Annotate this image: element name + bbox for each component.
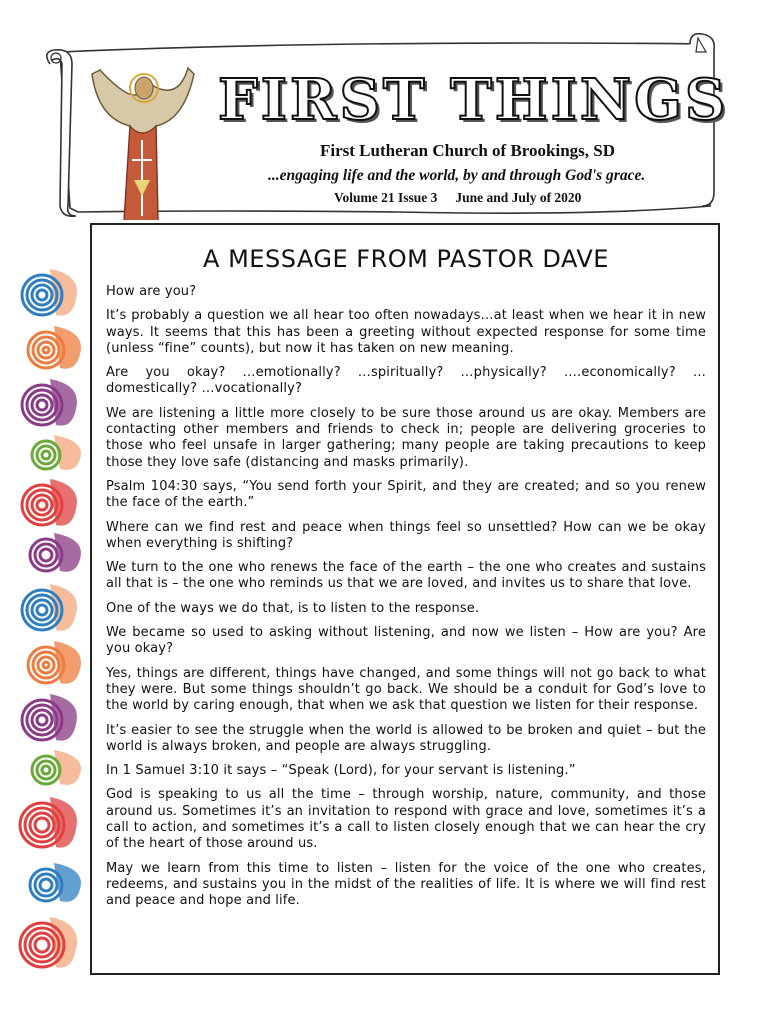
article-paragraph: Psalm 104:30 says, “You send forth your Spirit, and they are created; and so you renew the face of the earth.” [106,478,706,511]
masthead-title: FIRST THINGS [218,67,729,133]
article-paragraph: Yes, things are different, things have changed, and some things will not go back to what they were. But some things shouldn’t go back. We should be a conduit for God’s love to the world by caring enough, that when we ask that question we listen for their response. [106,665,706,714]
decorative-spiral-border [18,255,88,995]
pastor-message-article [90,223,720,975]
article-paragraph: One of the ways we do that, is to listen to the response. [106,600,480,616]
article-paragraph: We are listening a little more closely to be sure those around us are okay. Members are contacting other members and friends to check in; people are delivering groceries to those who feel unsafe in larger gathering; many people are taking precautions to keep those they love safe (distancing and masks primarily). [106,405,706,470]
article-paragraph: Where can we find rest and peace when things feel so unsettled? How can we be okay when everything is shifting? [106,519,706,551]
article-paragraph: We turn to the one who renews the face of the earth – the one who creates and sustains all that is – the one who reminds us that we are loved, and invites us to share that love. [106,560,706,592]
article-paragraph: It’s easier to see the struggle when the world is allowed to be broken and quiet – but the world is always broken, and people are always struggling. [106,722,706,754]
article-paragraph: Are you okay? …emotionally? …spiritually? …physically? ….economically? …domestically? …vocationally? [106,365,706,397]
volume-issue: Volume 21 Issue 3 [334,190,438,205]
article-paragraph: God is speaking to us all the time – through worship, nature, community, and those around us. Sometimes it’s an invitation to respond with grace and love, sometimes it’s a call to action, and sometimes it’s a call to listen closely enough that we can hear the cry of the heart of those around us. [106,787,706,852]
church-name: First Lutheran Church of Brookings, SD [320,141,616,160]
issue-line [334,190,581,206]
article-body [106,284,706,910]
article-title: A MESSAGE FROM PASTOR DAVE [203,245,609,273]
masthead-banner [38,30,728,220]
article-paragraph: We became so used to asking without listening, and now we listen – How are you? Are you okay? [106,625,706,657]
issue-date: June and July of 2020 [455,190,582,205]
spiral-ornament-icon [20,269,81,968]
article-paragraph: May we learn from this time to listen – listen for the voice of the one who creates, redeems, and sustains you in the midst of the realities of life. It is where we will find rest and peace and hope and life. [106,860,706,909]
tagline: ...engaging life and the world, by and through God's grace. [268,167,646,184]
article-paragraph: In 1 Samuel 3:10 it says – “Speak (Lord), for your servant is listening.” [106,763,576,779]
article-paragraph: It’s probably a question we all hear too often nowadays…at least when we hear it in new ways. It seems that this has been a greeting without expected response for some time (unless “fine” counts), but now it has taken on new meaning. [106,308,706,356]
article-paragraph: How are you? [106,284,197,299]
